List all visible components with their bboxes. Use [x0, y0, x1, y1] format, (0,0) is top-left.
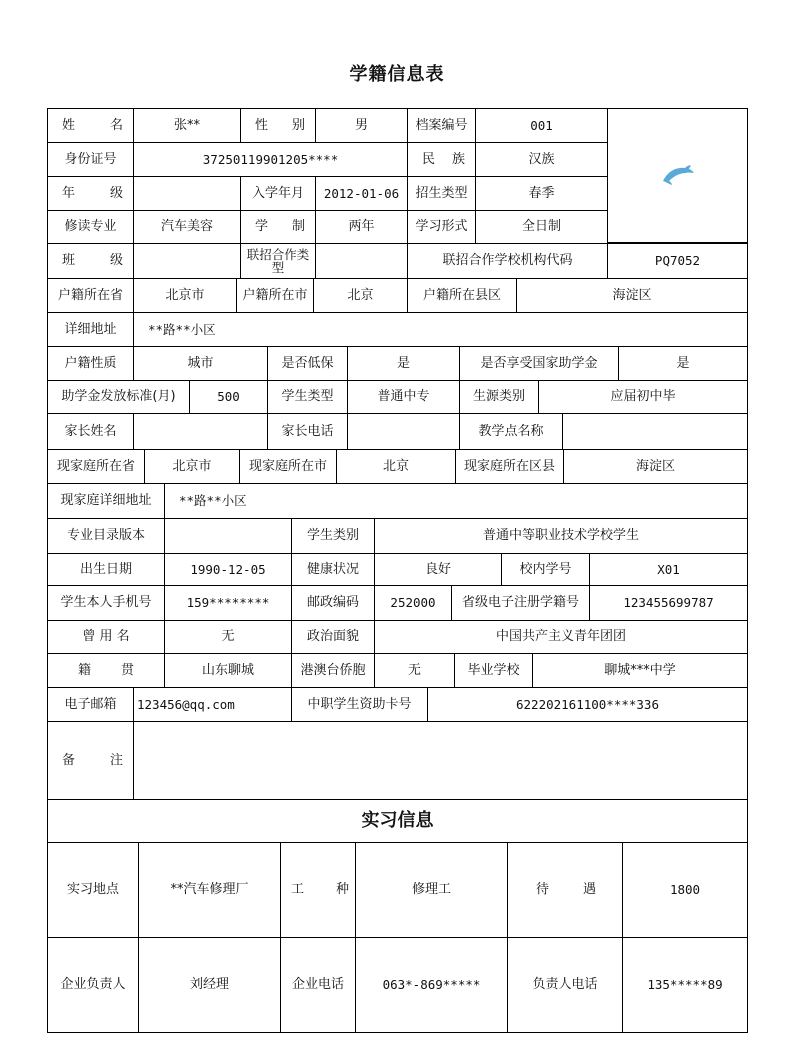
gender-label: 性 别: [240, 108, 316, 143]
aid-label: 是否享受国家助学金: [459, 346, 619, 381]
hukou-prov-value: 北京市: [133, 278, 237, 313]
company-phone-label: 企业电话: [280, 937, 356, 1033]
hukou-county-label: 户籍所在县区: [407, 278, 517, 313]
ethnic-value: 汉族: [475, 142, 608, 177]
class-value: [133, 243, 241, 279]
internship-heading: 实习信息: [47, 799, 748, 843]
catalog-value: [164, 518, 292, 554]
catalog-label: 专业目录版本: [47, 518, 165, 554]
job-value: 修理工: [355, 842, 508, 938]
address-value: **路**小区: [133, 312, 748, 347]
company-phone-value: 063*-869*****: [355, 937, 508, 1033]
hukou-county-value: 海淀区: [516, 278, 748, 313]
archive-value: 001: [475, 108, 608, 143]
manager-phone-label: 负责人电话: [507, 937, 623, 1033]
archive-label: 档案编号: [407, 108, 476, 143]
joint-code-label: 联招合作学校机构代码: [407, 243, 608, 279]
home-address-value: **路**小区: [164, 483, 748, 519]
postcode-label: 邮政编码: [291, 585, 375, 621]
overseas-label: 港澳台侨胞: [291, 653, 375, 688]
grad-school-label: 毕业学校: [454, 653, 533, 688]
home-city-value: 北京: [336, 449, 456, 484]
source-value: 应届初中毕: [538, 380, 748, 414]
aid-card-value: 622202161100****336: [427, 687, 748, 722]
home-county-label: 现家庭所在区县: [455, 449, 564, 484]
overseas-value: 无: [374, 653, 455, 688]
grade-label: 年 级: [47, 176, 134, 211]
parent-phone-value: [347, 413, 460, 450]
hukou-nature-label: 户籍性质: [47, 346, 134, 381]
hukou-city-label: 户籍所在市: [236, 278, 314, 313]
former-name-value: 无: [164, 620, 292, 654]
health-value: 良好: [374, 553, 502, 586]
student-cat-value: 普通中等职业技术学校学生: [374, 518, 748, 554]
email-label: 电子邮箱: [47, 687, 134, 722]
system-value: 两年: [315, 210, 408, 244]
manager-label: 企业负责人: [47, 937, 139, 1033]
dolphin-icon: [661, 162, 695, 190]
photo-cell: [607, 108, 748, 243]
home-prov-value: 北京市: [144, 449, 240, 484]
grade-value: [133, 176, 241, 211]
politics-label: 政治面貌: [291, 620, 375, 654]
joint-type-label: 联招合作类型: [240, 243, 316, 279]
id-label: 身份证号: [47, 142, 134, 177]
major-label: 修读专业: [47, 210, 134, 244]
hukou-prov-label: 户籍所在省: [47, 278, 134, 313]
ethnic-label: 民 族: [407, 142, 476, 177]
postcode-value: 252000: [374, 585, 452, 621]
home-city-label: 现家庭所在市: [239, 449, 337, 484]
school-no-value: X01: [589, 553, 748, 586]
student-cat-label: 学生类别: [291, 518, 375, 554]
pay-label: 待 遇: [507, 842, 623, 938]
prov-reg-value: 123455699787: [589, 585, 748, 621]
prov-reg-label: 省级电子注册学籍号: [451, 585, 590, 621]
system-label: 学 制: [240, 210, 316, 244]
name-label: 姓 名: [47, 108, 134, 143]
student-type-value: 普通中专: [347, 380, 460, 414]
birth-value: 1990-12-05: [164, 553, 292, 586]
parent-label: 家长姓名: [47, 413, 134, 450]
teach-point-value: [562, 413, 748, 450]
id-value: 37250119901205****: [133, 142, 408, 177]
mobile-value: 159********: [164, 585, 292, 621]
remarks-value: [133, 721, 748, 800]
parent-phone-label: 家长电话: [267, 413, 348, 450]
location-label: 实习地点: [47, 842, 139, 938]
joint-type-value: [315, 243, 408, 279]
low-income-value: 是: [347, 346, 460, 381]
address-label: 详细地址: [47, 312, 134, 347]
location-value: **汽车修理厂: [138, 842, 281, 938]
name-value: 张**: [133, 108, 241, 143]
admit-type-label: 招生类型: [407, 176, 476, 211]
aid-card-label: 中职学生资助卡号: [291, 687, 428, 722]
politics-value: 中国共产主义青年团团: [374, 620, 748, 654]
admit-type-value: 春季: [475, 176, 608, 211]
mobile-label: 学生本人手机号: [47, 585, 165, 621]
grad-school-value: 聊城***中学: [532, 653, 748, 688]
native-value: 山东聊城: [164, 653, 292, 688]
hukou-nature-value: 城市: [133, 346, 268, 381]
hukou-city-value: 北京: [313, 278, 408, 313]
pay-value: 1800: [622, 842, 748, 938]
parent-value: [133, 413, 268, 450]
health-label: 健康状况: [291, 553, 375, 586]
source-label: 生源类别: [459, 380, 539, 414]
job-label: 工 种: [280, 842, 356, 938]
student-type-label: 学生类型: [267, 380, 348, 414]
former-name-label: 曾 用 名: [47, 620, 165, 654]
birth-label: 出生日期: [47, 553, 165, 586]
manager-value: 刘经理: [138, 937, 281, 1033]
email-value: 123456@qq.com: [133, 687, 292, 722]
joint-code-value: PQ7052: [607, 243, 748, 279]
home-prov-label: 现家庭所在省: [47, 449, 145, 484]
gender-value: 男: [315, 108, 408, 143]
class-label: 班 级: [47, 243, 134, 279]
enroll-label: 入学年月: [240, 176, 316, 211]
native-label: 籍 贯: [47, 653, 165, 688]
low-income-label: 是否低保: [267, 346, 348, 381]
study-form-label: 学习形式: [407, 210, 476, 244]
school-no-label: 校内学号: [501, 553, 590, 586]
study-form-value: 全日制: [475, 210, 608, 244]
page-title: 学籍信息表: [349, 64, 445, 85]
aid-value: 是: [618, 346, 748, 381]
remarks-label: 备 注: [47, 721, 134, 800]
manager-phone-value: 135*****89: [622, 937, 748, 1033]
enroll-value: 2012-01-06: [315, 176, 408, 211]
teach-point-label: 教学点名称: [459, 413, 563, 450]
home-address-label: 现家庭详细地址: [47, 483, 165, 519]
aid-standard-value: 500: [189, 380, 268, 414]
major-value: 汽车美容: [133, 210, 241, 244]
aid-standard-label: 助学金发放标准(月): [47, 380, 190, 414]
home-county-value: 海淀区: [563, 449, 748, 484]
